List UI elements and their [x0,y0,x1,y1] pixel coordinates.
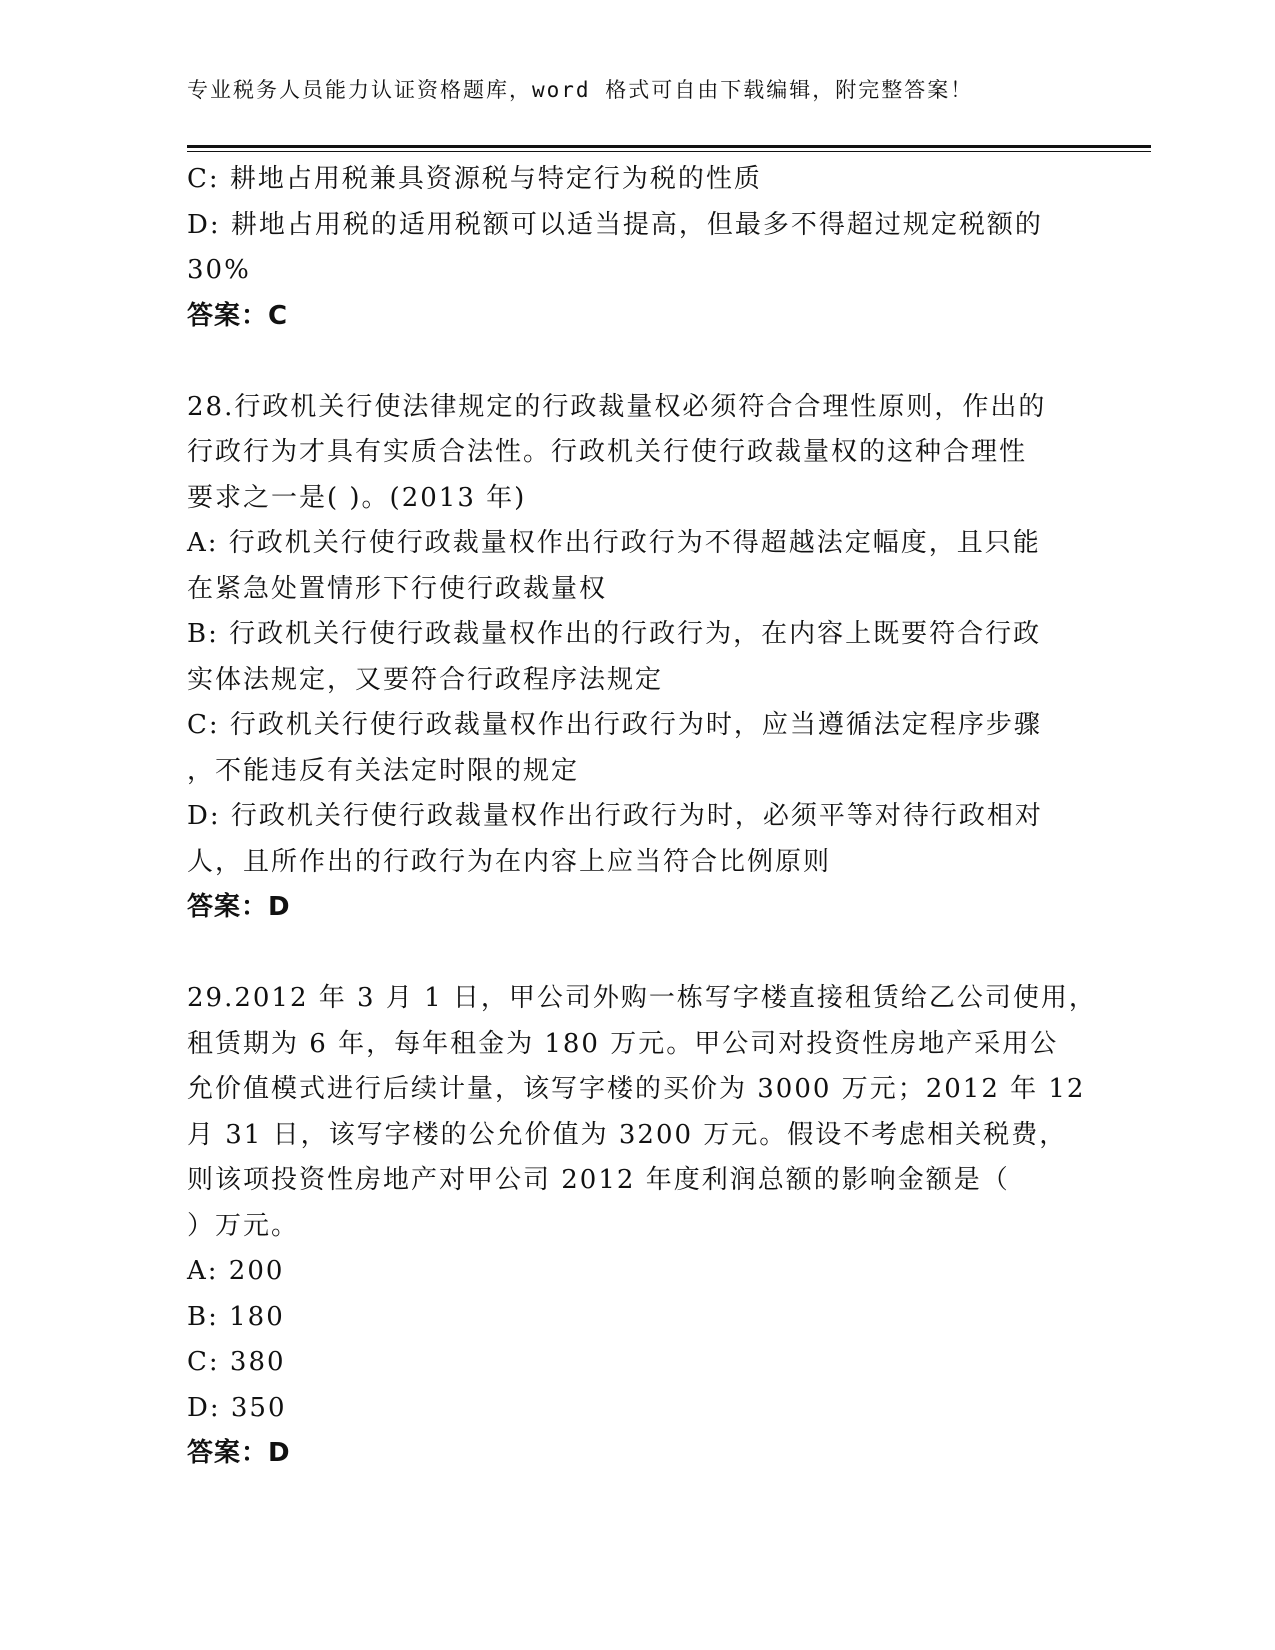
answer: 答案：D [187,892,291,922]
header-rule-thick [187,145,1151,148]
option-d-line: D: 行政机关行使行政裁量权作出行政行为时，必须平等对待行政相对 [187,801,1043,831]
option-b-line: B: 行政机关行使行政裁量权作出的行政行为，在内容上既要符合行政 [187,619,1042,649]
option-d: D: 350 [187,1392,287,1423]
document-body [187,157,1097,1477]
question-stem-line: 28.行政机关行使法律规定的行政裁量权必须符合合理性原则，作出的 [187,391,1047,422]
option-d-line: D: 耕地占用税的适用税额可以适当提高，但最多不得超过规定税额的 [187,209,1043,240]
spacer [187,931,1087,977]
question-27-continued [187,157,1087,339]
question-stem-line: 允价值模式进行后续计量，该写字楼的买价为 3000 万元；2012 年 12 [187,1074,1086,1104]
question-stem-line: 行政行为才具有实质合法性。行政机关行使行政裁量权的这种合理性 [187,437,1028,467]
header-rule-thin [187,151,1151,152]
spacer [187,339,1087,385]
option-c: C: 380 [187,1347,286,1377]
question-stem-line: 要求之一是( )。(2013 年) [187,482,527,513]
option-a: A: 200 [187,1256,285,1286]
option-d-line: 30% [187,255,251,285]
option-c-line: C: 行政机关行使行政裁量权作出行政行为时，应当遵循法定程序步骤 [187,710,1042,740]
question-stem-line: 则该项投资性房地产对甲公司 2012 年度利润总额的影响金额是（ [187,1165,1010,1195]
option-a-line: A: 行政机关行使行政裁量权作出行政行为不得超越法定幅度，且只能 [187,528,1041,558]
answer: 答案：C [187,300,289,331]
option-c-line: ，不能违反有关法定时限的规定 [187,755,580,786]
question-stem-line: ）万元。 [187,1210,300,1241]
page-header: 专业税务人员能力认证资格题库，word 格式可自由下载编辑，附完整答案！ [187,78,974,102]
answer: 答案：D [187,1438,291,1468]
option-c: C: 耕地占用税兼具资源税与特定行为税的性质 [187,164,762,194]
question-stem-line: 29.2012 年 3 月 1 日，甲公司外购一栋写字楼直接租赁给乙公司使用， [187,983,1097,1013]
question-29 [187,976,1097,1477]
question-stem-line: 租赁期为 6 年，每年租金为 180 万元。甲公司对投资性房地产采用公 [187,1028,1059,1059]
question-28 [187,385,1087,931]
option-d-line: 人，且所作出的行政行为在内容上应当符合比例原则 [187,846,832,877]
question-stem-line: 月 31 日，该写字楼的公允价值为 3200 万元。假设不考虑相关税费， [187,1119,1068,1150]
option-a-line: 在紧急处置情形下行使行政裁量权 [187,573,608,604]
option-b: B: 180 [187,1301,285,1332]
option-b-line: 实体法规定，又要符合行政程序法规定 [187,664,664,695]
